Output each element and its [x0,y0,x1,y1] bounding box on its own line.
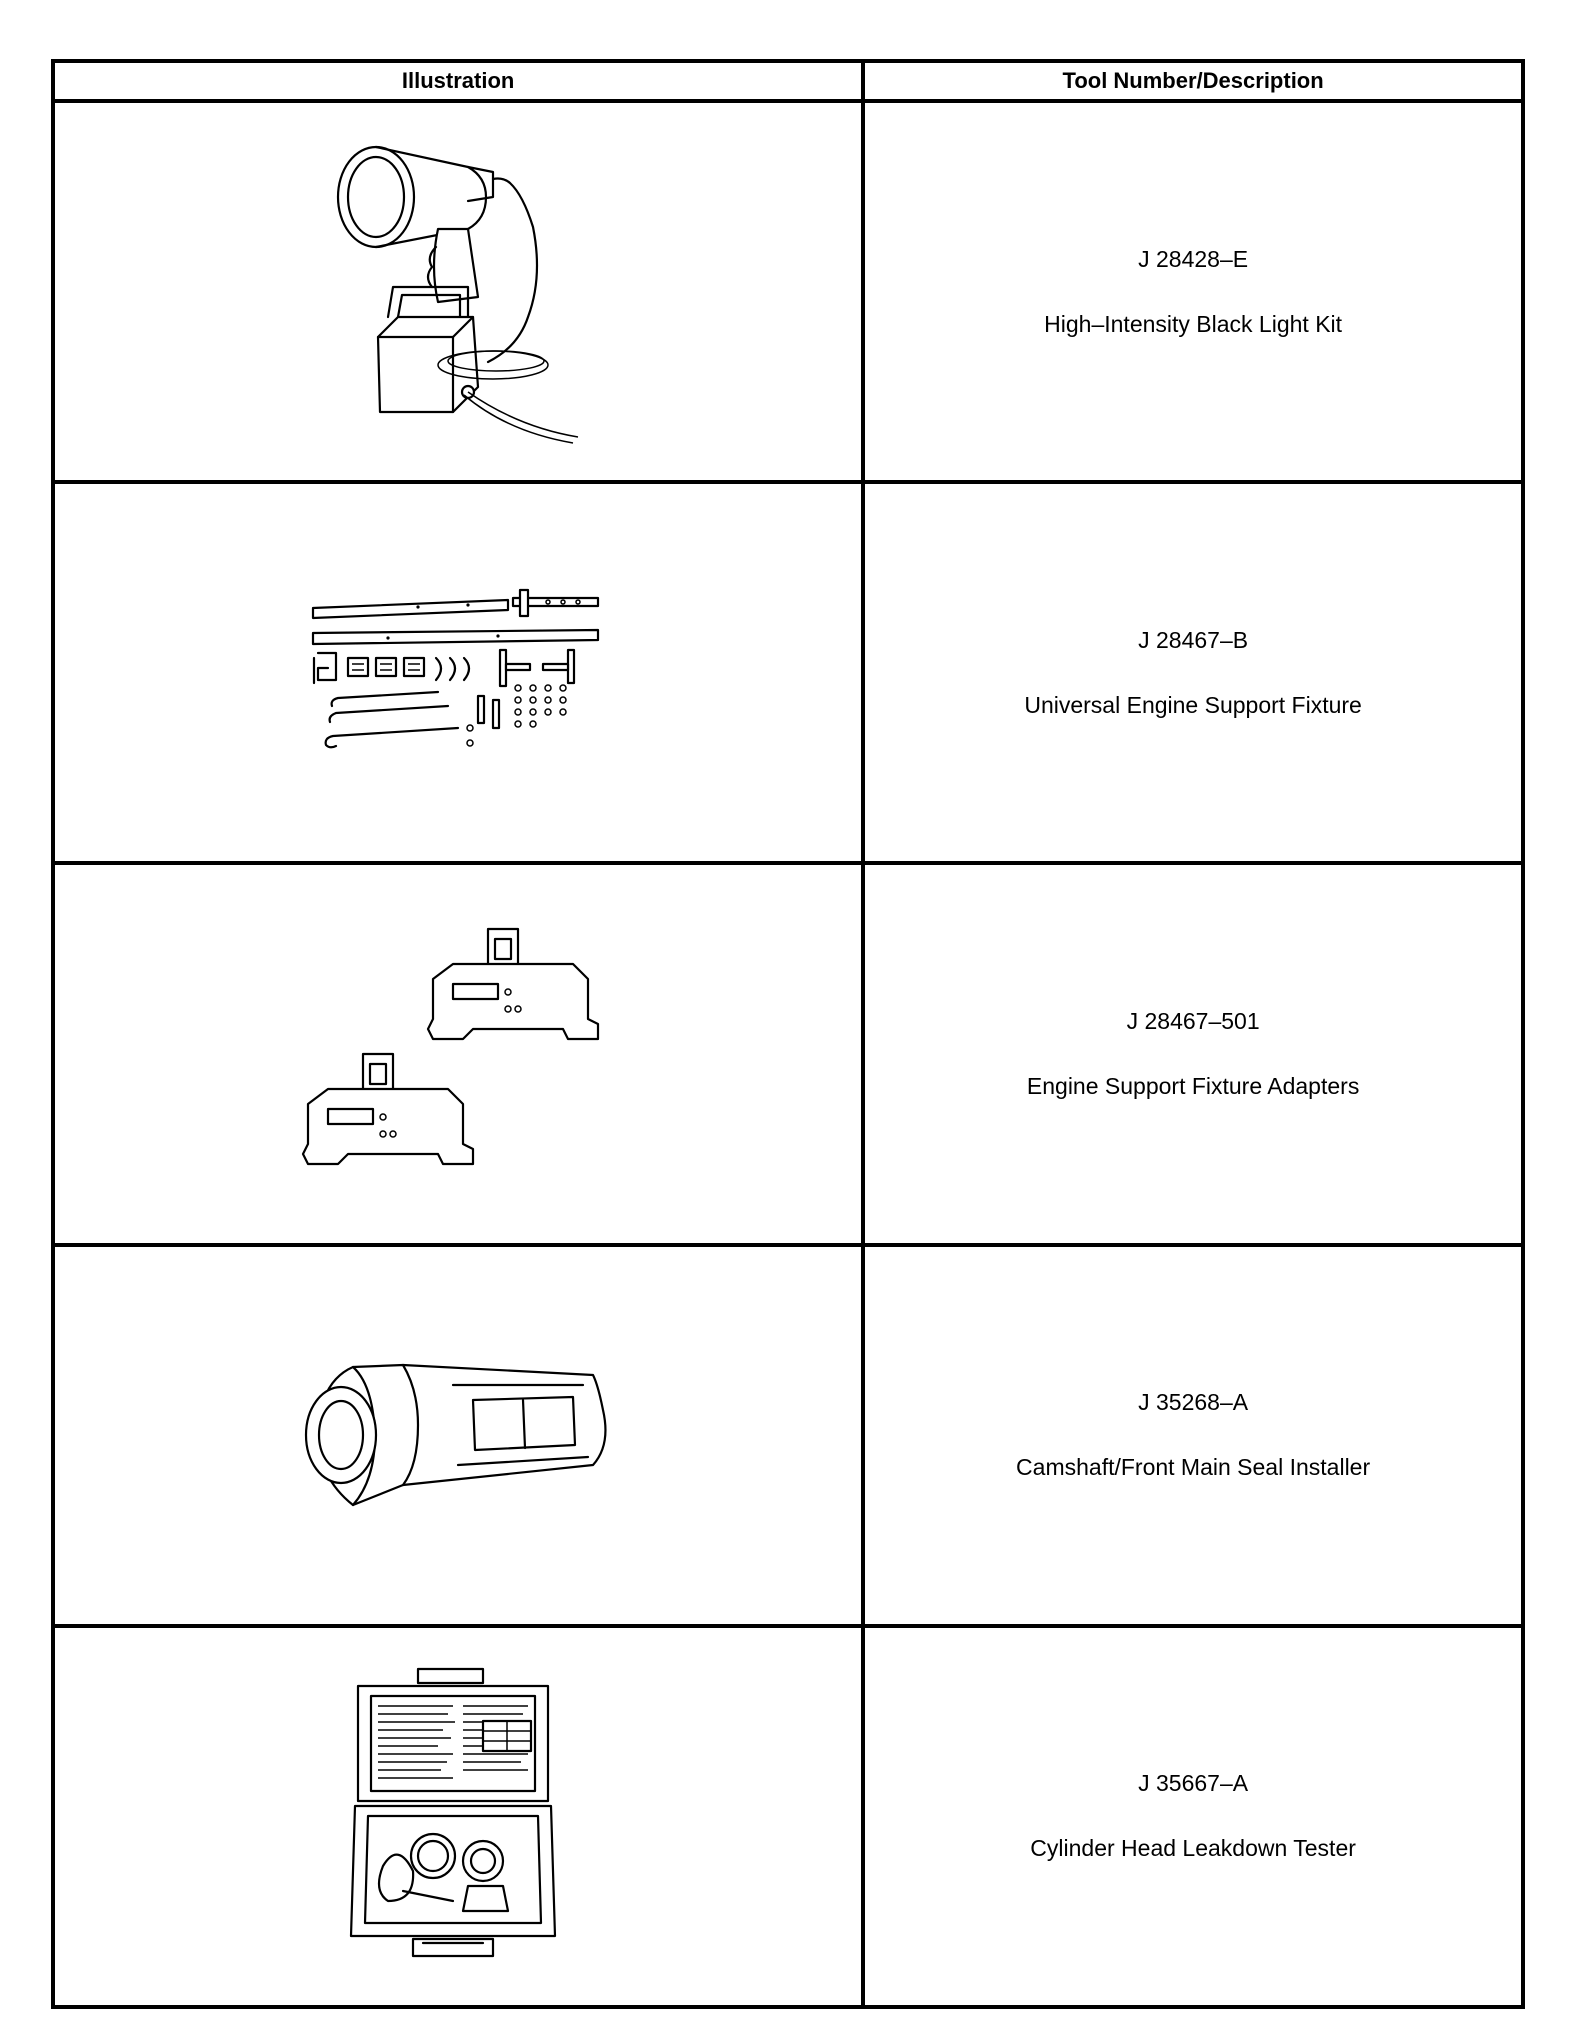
tool-description: Engine Support Fixture Adapters [1026,1072,1360,1099]
tool-number: J 35268–A [1138,1389,1249,1416]
illustration-cell [53,1245,863,1626]
tool-description-cell [863,1626,1523,2007]
seal-installer-illustration [293,1355,623,1515]
illustration-cell [53,101,863,482]
table-row [53,1245,1523,1626]
header-illustration: Illustration [53,61,863,101]
illustration-cell [53,863,863,1244]
tool-description: High–Intensity Black Light Kit [1044,310,1343,337]
table-row [53,1626,1523,2007]
engine-support-fixture-illustration [308,588,608,758]
tool-description-cell [863,863,1523,1244]
header-row [53,61,1523,101]
tool-number: J 28467–501 [1126,1007,1260,1034]
table-row [53,482,1523,863]
tool-number: J 28428–E [1138,245,1249,272]
table-row [53,101,1523,482]
illustration-cell [53,1626,863,2007]
tool-description: Universal Engine Support Fixture [1024,691,1362,718]
leakdown-tester-illustration [343,1661,573,1971]
table-row [53,863,1523,1244]
black-light-kit-illustration [318,137,598,447]
tool-number: J 28467–B [1138,626,1249,653]
tool-description: Camshaft/Front Main Seal Installer [1016,1454,1371,1481]
header-tool-number-description: Tool Number/Description [863,61,1523,101]
fixture-adapters-illustration [288,924,628,1184]
tool-description: Cylinder Head Leakdown Tester [1030,1835,1356,1862]
special-tools-table [51,59,1525,2009]
tool-description-cell [863,1245,1523,1626]
tool-description-cell [863,482,1523,863]
tool-number: J 35667–A [1138,1770,1249,1797]
tool-description-cell [863,101,1523,482]
illustration-cell [53,482,863,863]
